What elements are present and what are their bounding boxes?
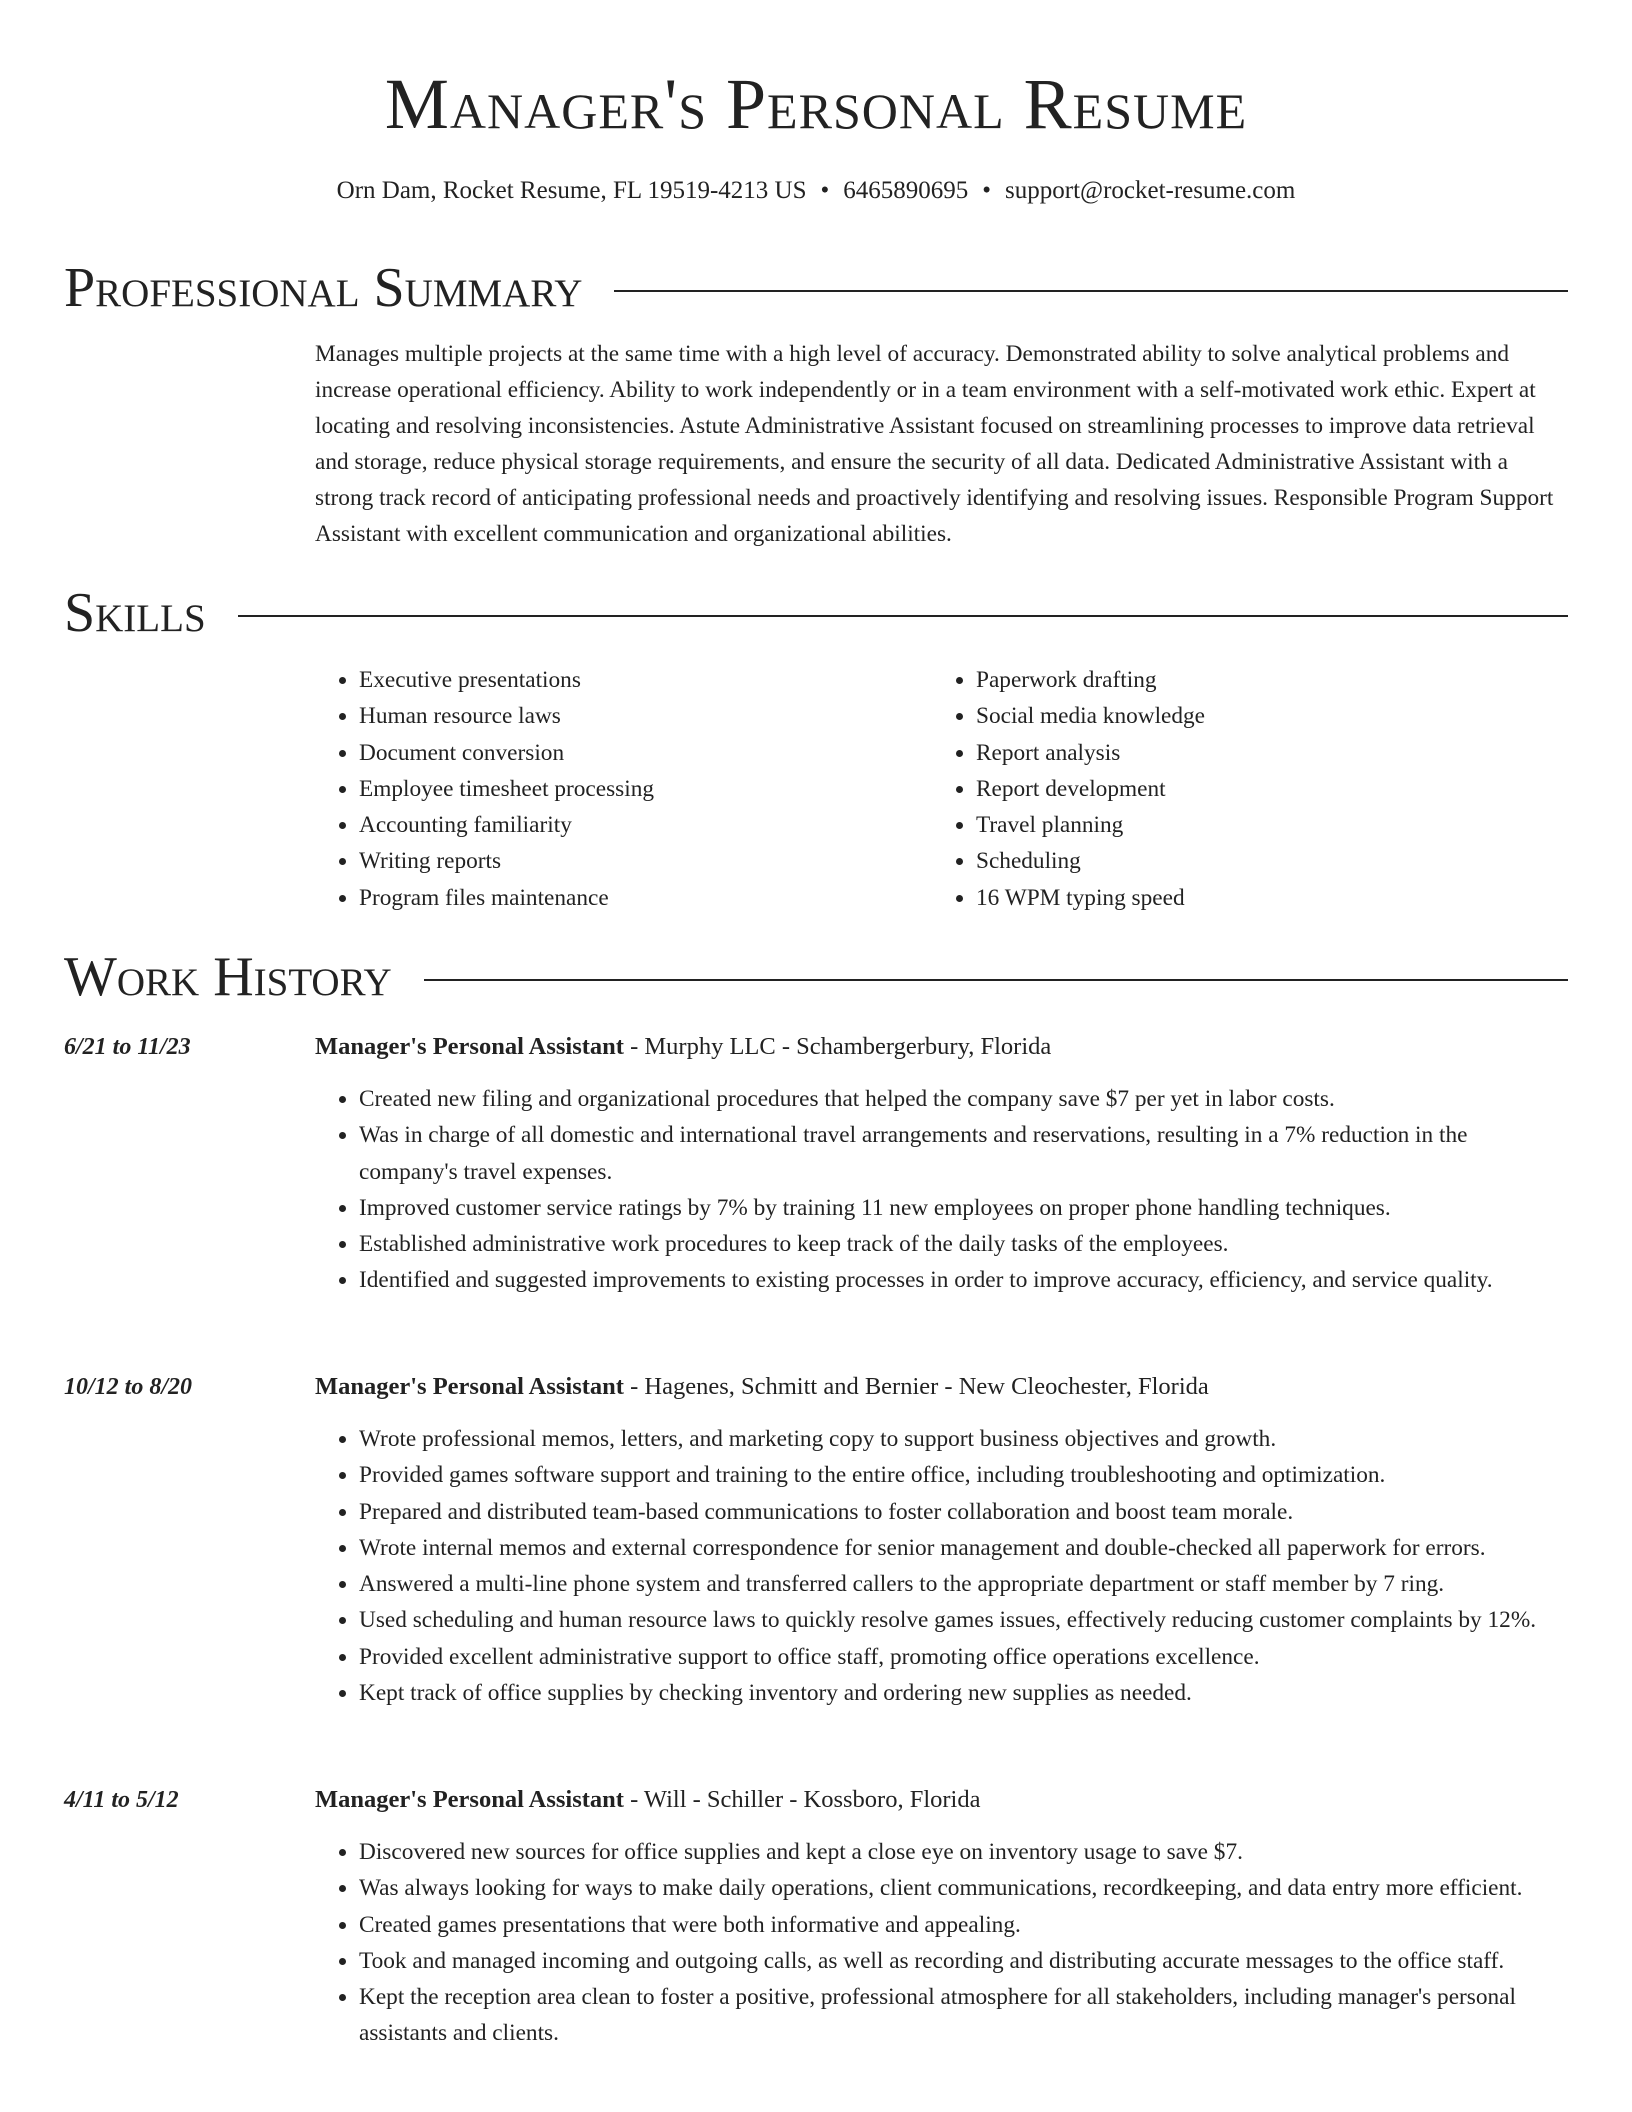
skill-item: • Report development bbox=[976, 771, 1549, 807]
skill-item: • Executive presentations bbox=[359, 662, 932, 698]
skill-item: • Document conversion bbox=[359, 735, 932, 771]
summary-section-header bbox=[64, 256, 1568, 320]
job-bullet: • Provided games software support and training to the entire office, including troubleshooting and optimization. bbox=[359, 1457, 1565, 1493]
resume-title: Manager's Personal Resume bbox=[384, 64, 1248, 144]
contact-separator: • bbox=[982, 177, 992, 204]
skills-column-right bbox=[932, 662, 1549, 916]
contact-phone: 6465890695 bbox=[843, 177, 969, 204]
job-bullet: • Was in charge of all domestic and international travel arrangements and reservations, resulting in a 7% reduction in the company's travel expenses. bbox=[359, 1117, 1565, 1190]
work-history-section-header bbox=[64, 945, 1568, 1009]
job-title: Manager's Personal Assistant bbox=[315, 1373, 624, 1400]
skill-item: • Scheduling bbox=[976, 843, 1549, 879]
job-bullets bbox=[315, 1421, 1565, 1711]
job-title-line bbox=[315, 1031, 1051, 1063]
resume-page bbox=[64, 0, 1568, 2047]
summary-heading: Professional Summary bbox=[64, 257, 583, 319]
contact-line bbox=[64, 175, 1568, 207]
job-dates: 4/11 to 5/12 bbox=[64, 1787, 179, 1813]
job-bullet: • Improved customer service ratings by 7% by training 11 new employees on proper phone handling techniques. bbox=[359, 1190, 1565, 1226]
job-title: Manager's Personal Assistant bbox=[315, 1786, 624, 1813]
skill-item: • Social media knowledge bbox=[976, 698, 1549, 734]
skill-item: • Accounting familiarity bbox=[359, 807, 932, 843]
work-history-heading: Work History bbox=[64, 946, 392, 1008]
job-bullet: • Discovered new sources for office supplies and kept a close eye on inventory usage to save $7. bbox=[359, 1834, 1565, 1870]
skills-list bbox=[315, 662, 1565, 916]
job-bullet: • Prepared and distributed team-based communications to foster collaboration and boost team morale. bbox=[359, 1494, 1565, 1530]
job-employer-location: - Hagenes, Schmitt and Bernier - New Cleochester, Florida bbox=[623, 1373, 1209, 1400]
job-bullet: • Wrote internal memos and external correspondence for senior management and double-checked all paperwork for errors. bbox=[359, 1530, 1565, 1566]
job-title-line bbox=[315, 1371, 1209, 1403]
job-title: Manager's Personal Assistant bbox=[315, 1033, 624, 1060]
summary-text: Manages multiple projects at the same time with a high level of accuracy. Demonstrated ability to solve analytical problems and increase operational efficiency. Ability to work independently or in a team environment with a self-motivated work ethic. Expert at locating and resolving inconsistencies. Astute Administrative Assistant focused on streamlining processes to improve data retrieval and storage, reduce physical storage requirements, and ensure the security of all data. Dedicated Administrative Assistant with a strong track record of anticipating professional needs and proactively identifying and resolving issues. Responsible Program Support Assistant with excellent communication and organizational abilities. bbox=[315, 341, 1554, 547]
job-bullet: • Was always looking for ways to make daily operations, client communications, recordkeeping, and data entry more efficient. bbox=[359, 1870, 1565, 1906]
job-bullet: • Created new filing and organizational procedures that helped the company save $7 per yet in labor costs. bbox=[359, 1081, 1565, 1117]
job-bullets bbox=[315, 1834, 1565, 2052]
job-bullet: • Kept track of office supplies by checking inventory and ordering new supplies as needed. bbox=[359, 1675, 1565, 1711]
skill-item: • Human resource laws bbox=[359, 698, 932, 734]
job-bullet: • Took and managed incoming and outgoing calls, as well as recording and distributing accurate messages to the office staff. bbox=[359, 1943, 1565, 1979]
contact-separator: • bbox=[820, 177, 830, 204]
job-dates: 6/21 to 11/23 bbox=[64, 1034, 191, 1060]
section-divider bbox=[614, 290, 1568, 292]
job-bullet: • Created games presentations that were both informative and appealing. bbox=[359, 1907, 1565, 1943]
job-bullet: • Established administrative work procedures to keep track of the daily tasks of the employees. bbox=[359, 1226, 1565, 1262]
job-bullet: • Answered a multi-line phone system and transferred callers to the appropriate department or staff member by 7 ring. bbox=[359, 1566, 1565, 1602]
skill-item: • 16 WPM typing speed bbox=[976, 880, 1549, 916]
section-divider bbox=[238, 615, 1568, 617]
job-employer-location: - Murphy LLC - Schambergerbury, Florida bbox=[623, 1033, 1052, 1060]
job-dates: 10/12 to 8/20 bbox=[64, 1374, 193, 1400]
skills-section-header bbox=[64, 581, 1568, 645]
skill-item: • Writing reports bbox=[359, 843, 932, 879]
job-bullet: • Provided excellent administrative support to office staff, promoting office operations excellence. bbox=[359, 1639, 1565, 1675]
job-title-line bbox=[315, 1784, 980, 1816]
job-bullet: • Wrote professional memos, letters, and marketing copy to support business objectives and growth. bbox=[359, 1421, 1565, 1457]
skills-heading: Skills bbox=[64, 582, 206, 644]
skill-item: • Program files maintenance bbox=[359, 880, 932, 916]
job-bullet: • Kept the reception area clean to foster a positive, professional atmosphere for all stakeholders, including manager's personal assistants and clients. bbox=[359, 1979, 1565, 2052]
skill-item: • Report analysis bbox=[976, 735, 1549, 771]
skill-item: • Paperwork drafting bbox=[976, 662, 1549, 698]
job-employer-location: - Will - Schiller - Kossboro, Florida bbox=[623, 1786, 981, 1813]
job-bullet: • Identified and suggested improvements to existing processes in order to improve accuracy, efficiency, and service quality. bbox=[359, 1262, 1565, 1298]
contact-email: support@rocket-resume.com bbox=[1005, 177, 1296, 204]
skill-item: • Employee timesheet processing bbox=[359, 771, 932, 807]
contact-address: Orn Dam, Rocket Resume, FL 19519-4213 US bbox=[336, 177, 807, 204]
job-bullet: • Used scheduling and human resource laws to quickly resolve games issues, effectively reducing customer complaints by 12%. bbox=[359, 1602, 1565, 1638]
section-divider bbox=[424, 979, 1568, 981]
skill-item: • Travel planning bbox=[976, 807, 1549, 843]
skills-column-left bbox=[315, 662, 932, 916]
job-bullets bbox=[315, 1081, 1565, 1299]
